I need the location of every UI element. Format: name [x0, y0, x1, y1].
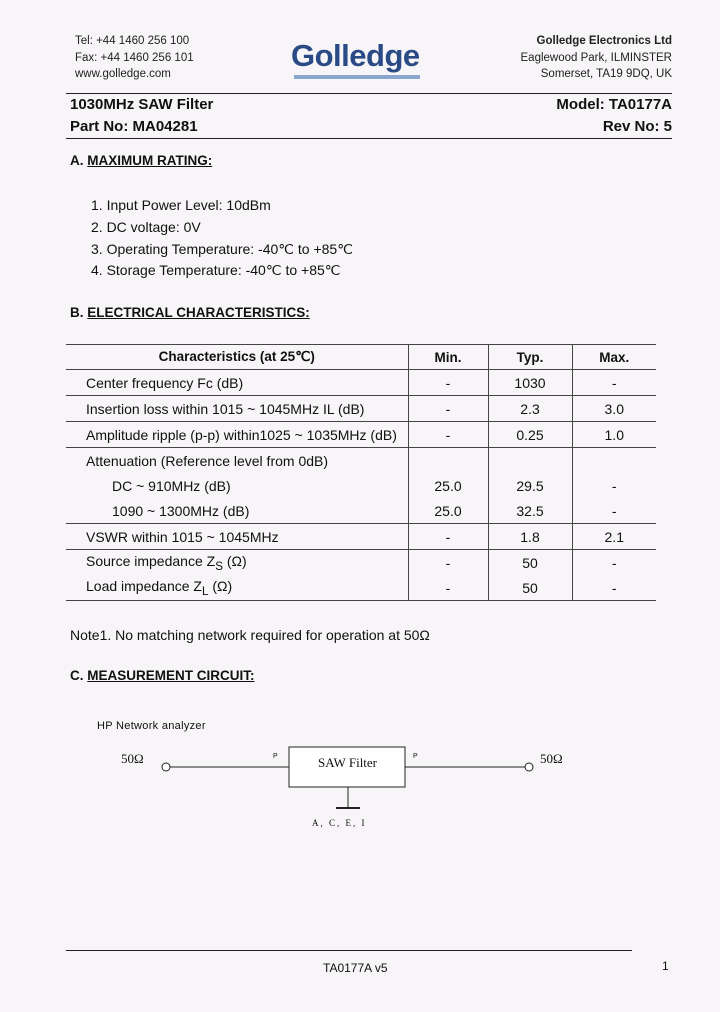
model-number: Model: TA0177A: [556, 96, 672, 113]
note-1: Note1. No matching network required for operation at 50Ω: [70, 627, 430, 643]
footer-doc-id: TA0177A v5: [323, 961, 388, 975]
row-label: Amplitude ripple (p-p) within1025 ~ 1035MHz (dB): [66, 422, 408, 448]
ohm-unit: (Ω): [208, 577, 233, 594]
page-number: 1: [662, 959, 669, 973]
row-max: 2.1: [572, 524, 656, 550]
row-max: 1.0: [572, 422, 656, 448]
section-c-heading: [70, 668, 255, 683]
left-port-terminal: [162, 763, 170, 771]
table-row: [66, 524, 656, 550]
row-max: -: [572, 370, 656, 396]
row-max: [572, 448, 656, 474]
row-min: 25.0: [408, 498, 488, 524]
row-label: DC ~ 910MHz (dB): [112, 477, 231, 494]
pin-right-label: P: [413, 753, 418, 760]
table-row: [66, 370, 656, 396]
table-row: [66, 448, 656, 474]
footer-rule: [66, 950, 632, 951]
contact-left: [75, 33, 194, 83]
row-typ: 1.8: [488, 524, 572, 550]
row-typ: 29.5: [488, 473, 572, 498]
right-port-label: 50Ω: [540, 751, 563, 766]
row-max: -: [572, 575, 656, 601]
table-header-row: [66, 345, 656, 370]
address-line1: Eaglewood Park, ILMINSTER: [520, 51, 672, 64]
section-c-prefix: C.: [70, 668, 84, 683]
saw-filter-label: SAW Filter: [317, 755, 378, 770]
table-row: [66, 396, 656, 422]
col-typ: Typ.: [488, 345, 572, 370]
row-min: -: [408, 396, 488, 422]
contact-fax: Fax: +44 1460 256 101: [75, 51, 194, 64]
rating-item: 3. Operating Temperature: -40℃ to +85℃: [91, 240, 353, 257]
logo-underline: [294, 75, 420, 79]
row-min: 25.0: [408, 473, 488, 498]
row-max: 3.0: [572, 396, 656, 422]
section-c-title: MEASUREMENT CIRCUIT:: [87, 668, 255, 683]
header-rule-bottom: [66, 138, 672, 139]
load-impedance-label: Load impedance Z: [86, 577, 202, 594]
analyzer-label: HP Network analyzer: [97, 720, 206, 732]
product-title: 1030MHz SAW Filter: [70, 96, 214, 113]
row-min: -: [408, 370, 488, 396]
electrical-characteristics-table: [66, 344, 656, 601]
row-typ: 50: [488, 550, 572, 576]
revision-number: Rev No: 5: [602, 118, 672, 135]
row-label: Attenuation (Reference level from 0dB): [66, 448, 408, 474]
address-line2: Somerset, TA19 9DQ, UK: [540, 68, 672, 80]
rating-item: 4. Storage Temperature: -40℃ to +85℃: [91, 262, 341, 279]
company-logo: [291, 38, 420, 74]
row-max: -: [572, 550, 656, 576]
section-b-heading: [70, 305, 310, 320]
row-typ: 50: [488, 575, 572, 601]
col-characteristics: Characteristics (at 25℃): [66, 345, 408, 370]
rating-item: 2. DC voltage: 0V: [91, 218, 201, 235]
logo-text: Golledge: [291, 38, 420, 73]
table-row: [66, 575, 656, 601]
contact-web: www.golledge.com: [75, 68, 171, 80]
company-name: Golledge Electronics Ltd: [536, 35, 672, 47]
row-min: [408, 448, 488, 474]
section-a-prefix: A.: [70, 153, 84, 168]
contact-right: [521, 33, 672, 83]
row-min: -: [408, 575, 488, 601]
row-label: 1090 ~ 1300MHz (dB): [112, 502, 250, 519]
rating-item: 1. Input Power Level: 10dBm: [91, 197, 271, 213]
row-max: -: [572, 473, 656, 498]
row-label: VSWR within 1015 ~ 1045MHz: [66, 524, 408, 550]
header-rule: [66, 93, 672, 94]
ground-pins-label: A, C, E, I: [312, 818, 367, 828]
row-min: -: [408, 550, 488, 576]
row-label: [66, 575, 408, 601]
row-min: -: [408, 422, 488, 448]
load-sub: L: [201, 584, 209, 598]
row-max: -: [572, 498, 656, 524]
col-max: Max.: [572, 345, 656, 370]
row-typ: 1030: [488, 370, 572, 396]
row-label: Insertion loss within 1015 ~ 1045MHz IL (dB): [66, 396, 408, 422]
section-b-title: ELECTRICAL CHARACTERISTICS:: [87, 305, 310, 320]
row-typ: 2.3: [488, 396, 572, 422]
row-typ: 32.5: [488, 498, 572, 524]
ohm-unit: (Ω): [222, 552, 247, 569]
row-label: [66, 550, 408, 576]
table-row: [66, 550, 656, 576]
source-sub: S: [215, 559, 223, 573]
right-port-terminal: [525, 763, 533, 771]
part-number: Part No: MA04281: [70, 118, 198, 135]
section-b-prefix: B.: [70, 305, 84, 320]
row-typ: [488, 448, 572, 474]
pin-left-label: P: [273, 753, 278, 760]
col-min: Min.: [408, 345, 488, 370]
table-row: [66, 498, 656, 524]
row-typ: 0.25: [488, 422, 572, 448]
row-min: -: [408, 524, 488, 550]
table-row: [66, 422, 656, 448]
left-port-label: 50Ω: [121, 751, 144, 766]
row-label: Center frequency Fc (dB): [86, 374, 244, 391]
contact-tel: Tel: +44 1460 256 100: [75, 35, 190, 47]
max-rating-list: [91, 195, 353, 282]
source-impedance-label: Source impedance Z: [86, 552, 216, 569]
section-a-title: MAXIMUM RATING:: [87, 153, 213, 168]
table-row: [66, 473, 656, 498]
section-a-heading: [70, 153, 212, 168]
